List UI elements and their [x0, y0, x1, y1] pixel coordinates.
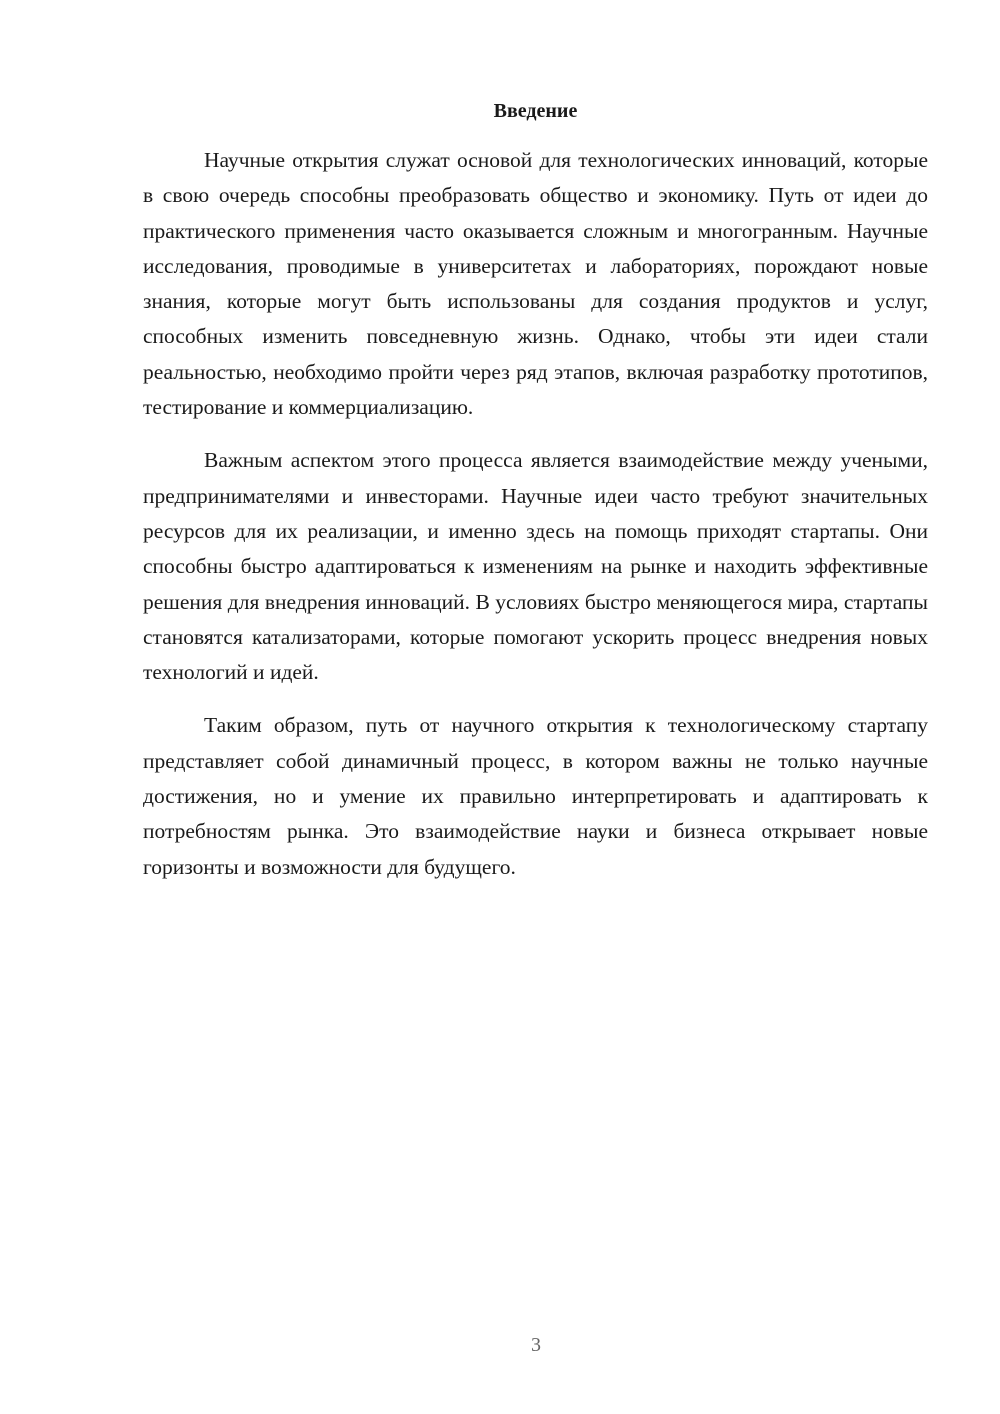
- paragraph-2: Важным аспектом этого процесса является взаимодействие между учеными, предпринимателями и инвесторами. Научные идеи часто требуют значительных ресурсов для их реализации, и именно здесь на помощь приходят стартапы. Они способны быстро адаптироваться к изменениям на рынке и находить эффективные решения для внедрения инноваций. В условиях быстро меняющегося мира, стартапы становятся катализаторами, которые помогают ускорить процесс внедрения новых технологий и идей.: [143, 448, 928, 685]
- page-number: 3: [531, 1334, 541, 1356]
- paragraph-1: Научные открытия служат основой для технологических инноваций, которые в свою очередь способны преобразовать общество и экономику. Путь от идеи до практического применения часто оказывается сложным и многогранным. Научные исследования, проводимые в университетах и лабораториях, порождают новые знания, которые могут быть использованы для создания продуктов и услуг, способных изменить повседневную жизнь. Однако, чтобы эти идеи стали реальностью, необходимо пройти через ряд этапов, включая разработку прототипов, тестирование и коммерциализацию.: [143, 148, 928, 420]
- section-title: Введение: [493, 100, 578, 122]
- page-content: [143, 96, 928, 903]
- paragraph-3: Таким образом, путь от научного открытия к технологическому стартапу представляет собой динамичный процесс, в котором важны не только научные достижения, но и умение их правильно интерпретировать и адаптировать к потребностям рынка. Это взаимодействие науки и бизнеса открывает новые горизонты и возможности для будущего.: [143, 713, 928, 879]
